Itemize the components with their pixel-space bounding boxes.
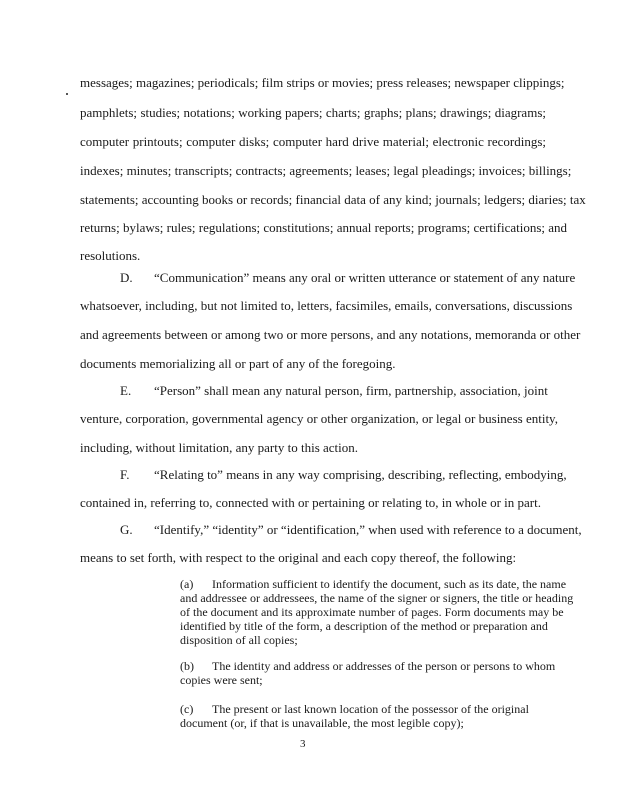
definition-letter: E. bbox=[120, 383, 132, 398]
subitem-line: copies were sent; bbox=[180, 673, 263, 687]
definition-text: “Person” shall mean any natural person, firm, partnership, association, joint bbox=[154, 383, 548, 398]
subitem-letter: (c) bbox=[180, 702, 194, 716]
list-line: returns; bylaws; rules; regulations; constitutions; annual reports; programs; certifications; and bbox=[80, 220, 568, 235]
definition-line: documents memorializing all or part of any of the foregoing. bbox=[80, 356, 396, 371]
subitem-text: Information sufficient to identify the document, such as its date, the name bbox=[212, 577, 567, 591]
list-line: statements; accounting books or records; financial data of any kind; journals; ledgers; diaries; tax bbox=[80, 192, 586, 207]
definition-text: “Identify,” “identity” or “identification,” when used with reference to a document, bbox=[154, 522, 582, 537]
subitem-text: The identity and address or addresses of the person or persons to whom bbox=[212, 659, 556, 673]
subitem-a-first-line bbox=[180, 578, 566, 591]
definition-line: whatsoever, including, but not limited to, letters, facsimiles, emails, conversations, discussions bbox=[80, 298, 573, 313]
scan-speck bbox=[66, 93, 68, 95]
definition-letter: G. bbox=[120, 522, 133, 537]
definition-line: venture, corporation, governmental agency or other organization, or legal or business entity, bbox=[80, 411, 558, 426]
subitem-line: disposition of all copies; bbox=[180, 633, 298, 647]
subitem-line: and addressee or addressees, the name of the signer or signers, the title or heading bbox=[180, 591, 574, 605]
definition-line: and agreements between or among two or more persons, and any notations, memoranda or other bbox=[80, 327, 581, 342]
subitem-line: of the document and its approximate number of pages. Form documents may be bbox=[180, 605, 564, 619]
definition-letter: F. bbox=[120, 467, 130, 482]
subitem-line: document (or, if that is unavailable, the most legible copy); bbox=[180, 716, 464, 730]
definition-text: “Communication” means any oral or written utterance or statement of any nature bbox=[154, 270, 576, 285]
subitem-c-first-line bbox=[180, 703, 529, 716]
definition-e-first-line bbox=[120, 383, 548, 399]
subitem-letter: (a) bbox=[180, 577, 194, 591]
list-line: pamphlets; studies; notations; working papers; charts; graphs; plans; drawings; diagrams; bbox=[80, 105, 546, 120]
list-line: resolutions. bbox=[80, 248, 141, 263]
definition-line: means to set forth, with respect to the original and each copy thereof, the following: bbox=[80, 550, 517, 565]
definition-text: “Relating to” means in any way comprising, describing, reflecting, embodying, bbox=[154, 467, 567, 482]
list-line: computer printouts; computer disks; computer hard drive material; electronic recordings; bbox=[80, 134, 546, 149]
definition-line: contained in, referring to, connected with or pertaining or relating to, in whole or in part. bbox=[80, 495, 541, 510]
subitem-letter: (b) bbox=[180, 659, 194, 673]
definition-letter: D. bbox=[120, 270, 133, 285]
list-line: indexes; minutes; transcripts; contracts; agreements; leases; legal pleadings; invoices; billings; bbox=[80, 163, 572, 178]
subitem-b-first-line bbox=[180, 660, 555, 673]
definition-g-first-line bbox=[120, 522, 582, 538]
subitem-line: identified by title of the form, a description of the method or preparation and bbox=[180, 619, 548, 633]
subitem-text: The present or last known location of the possessor of the original bbox=[212, 702, 529, 716]
definition-f-first-line bbox=[120, 467, 567, 483]
page-number: 3 bbox=[300, 738, 306, 750]
definition-d-first-line bbox=[120, 270, 575, 286]
definition-line: including, without limitation, any party to this action. bbox=[80, 440, 359, 455]
list-line: messages; magazines; periodicals; film strips or movies; press releases; newspaper clippings; bbox=[80, 75, 565, 90]
